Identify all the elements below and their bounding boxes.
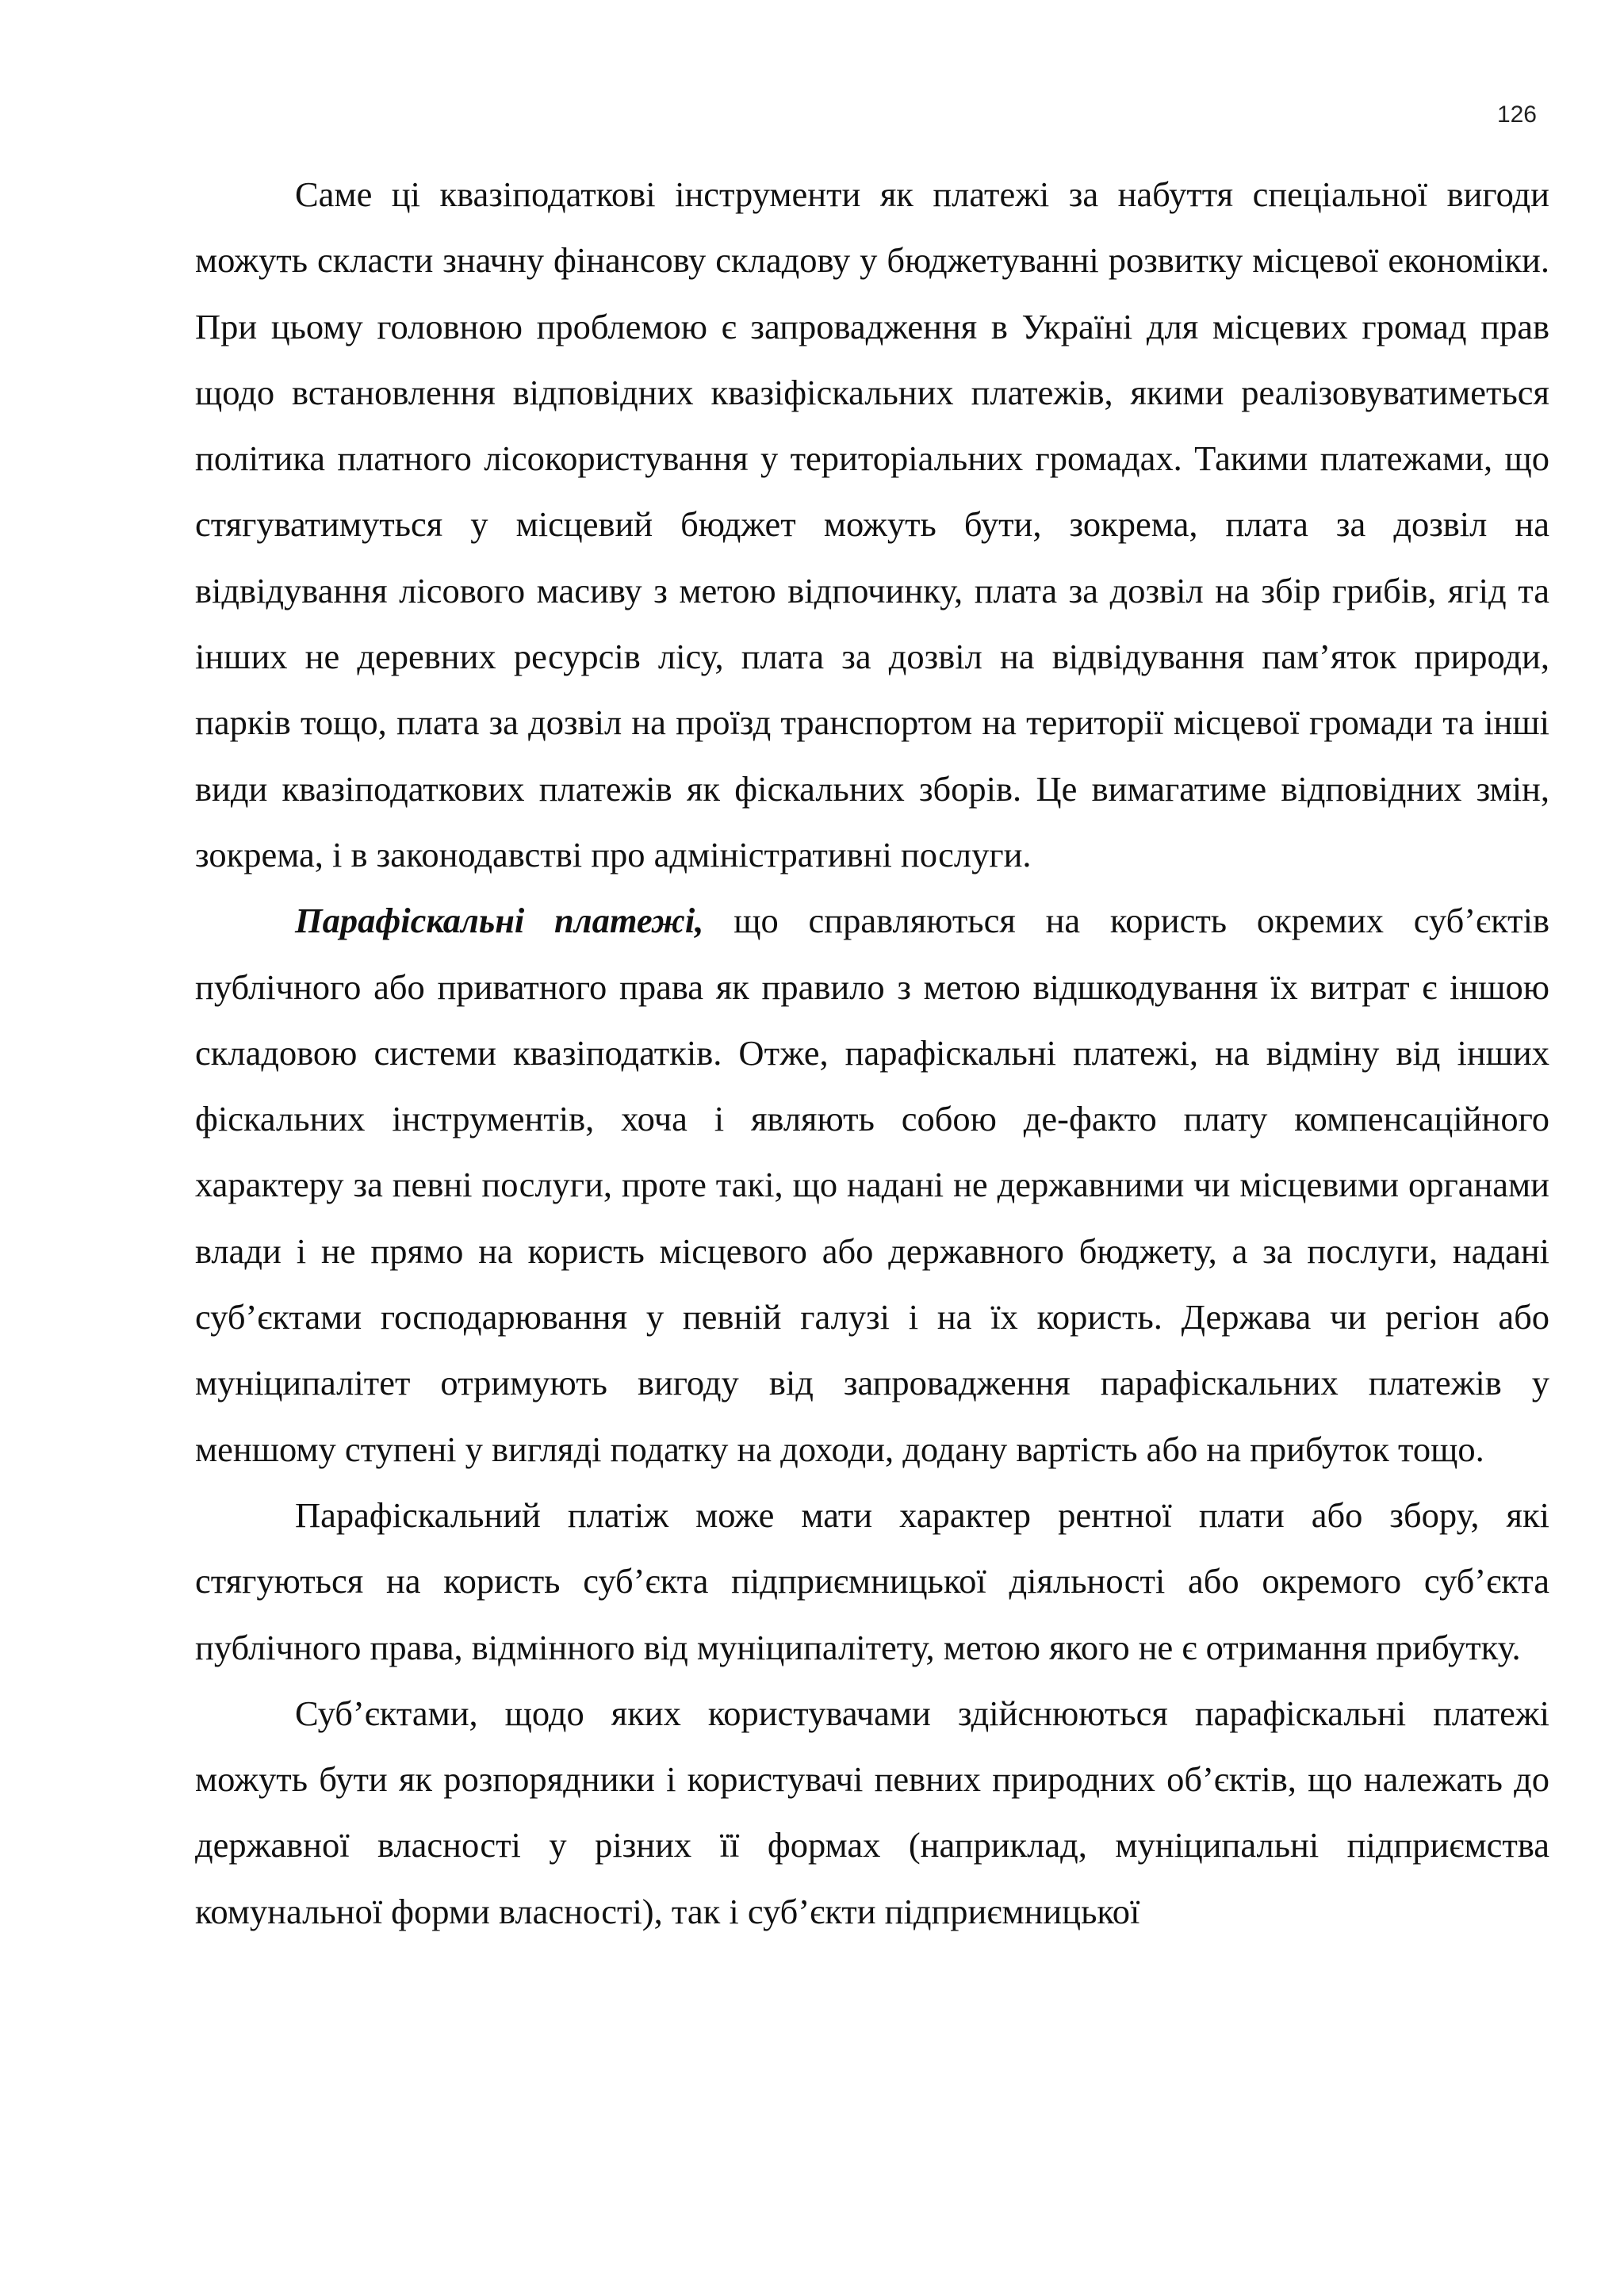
paragraph-parafiscal-payments — [195, 888, 1549, 1483]
paragraph-parafiscal-payments-text: що справляються на користь окремих суб’єктів публічного або приватного права як правило з метою відшкодування їх витрат є іншою складовою системи квазіподатків. Отже, парафіскальні платежі, на відміну від інших фіскальних інструментів, хоча і являють собою де-факто плату компенсаційного характеру за певні послуги, проте такі, що надані не державними чи місцевими органами влади і не прямо на користь місцевого або державного бюджету, а за послуги, надані суб’єктами господарювання у певній галузі і на їх користь. Держава чи регіон або муніципалітет отримують вигоду від запровадження парафіскальних платежів у меншому ступені у вигляді податку на доходи, додану вартість або на прибуток тощо. — [195, 901, 1549, 1469]
paragraph-parafiscal-subjects: Суб’єктами, щодо яких користувачами здійснюються парафіскальні платежі можуть бути як розпорядники і користувачі певних природних об’єктів, що належать до державної власності у різних її формах (наприклад, муніципальні підприємства комунальної форми власності), так і суб’єкти підприємницької — [195, 1693, 1549, 1931]
body-text — [195, 162, 1549, 1945]
term-parafiscal-payments: Парафіскальні платежі, — [295, 901, 704, 941]
paragraph-parafiscal-payment-nature: Парафіскальний платіж може мати характер рентної плати або збору, які стягуються на користь суб’єкта підприємницької діяльності або окремого суб’єкта публічного права, відмінного від муніципалітету, метою якого не є отримання прибутку. — [195, 1494, 1549, 1667]
page-number: 126 — [1496, 101, 1537, 128]
paragraph-quasi-tax-instruments: Саме ці квазіподаткові інструменти як платежі за набуття спеціальної вигоди можуть скласти значну фінансову складову у бюджетуванні розвитку місцевої економіки. При цьому головною проблемою є запровадження в Україні для місцевих громад прав щодо встановлення відповідних квазіфіскальних платежів, якими реалізовуватиметься політика платного лісокористування у територіальних громадах. Такими платежами, що стягуватимуться у місцевий бюджет можуть бути, зокрема, плата за дозвіл на відвідування лісового масиву з метою відпочинку, плата за дозвіл на збір грибів, ягід та інших не деревних ресурсів лісу, плата за дозвіл на відвідування пам’яток природи, парків тощо, плата за дозвіл на проїзд транспортом на території місцевої громади та інші види квазіподаткових платежів як фіскальних зборів. Це вимагатиме відповідних змін, зокрема, і в законодавстві про адміністративні послуги. — [195, 174, 1549, 874]
